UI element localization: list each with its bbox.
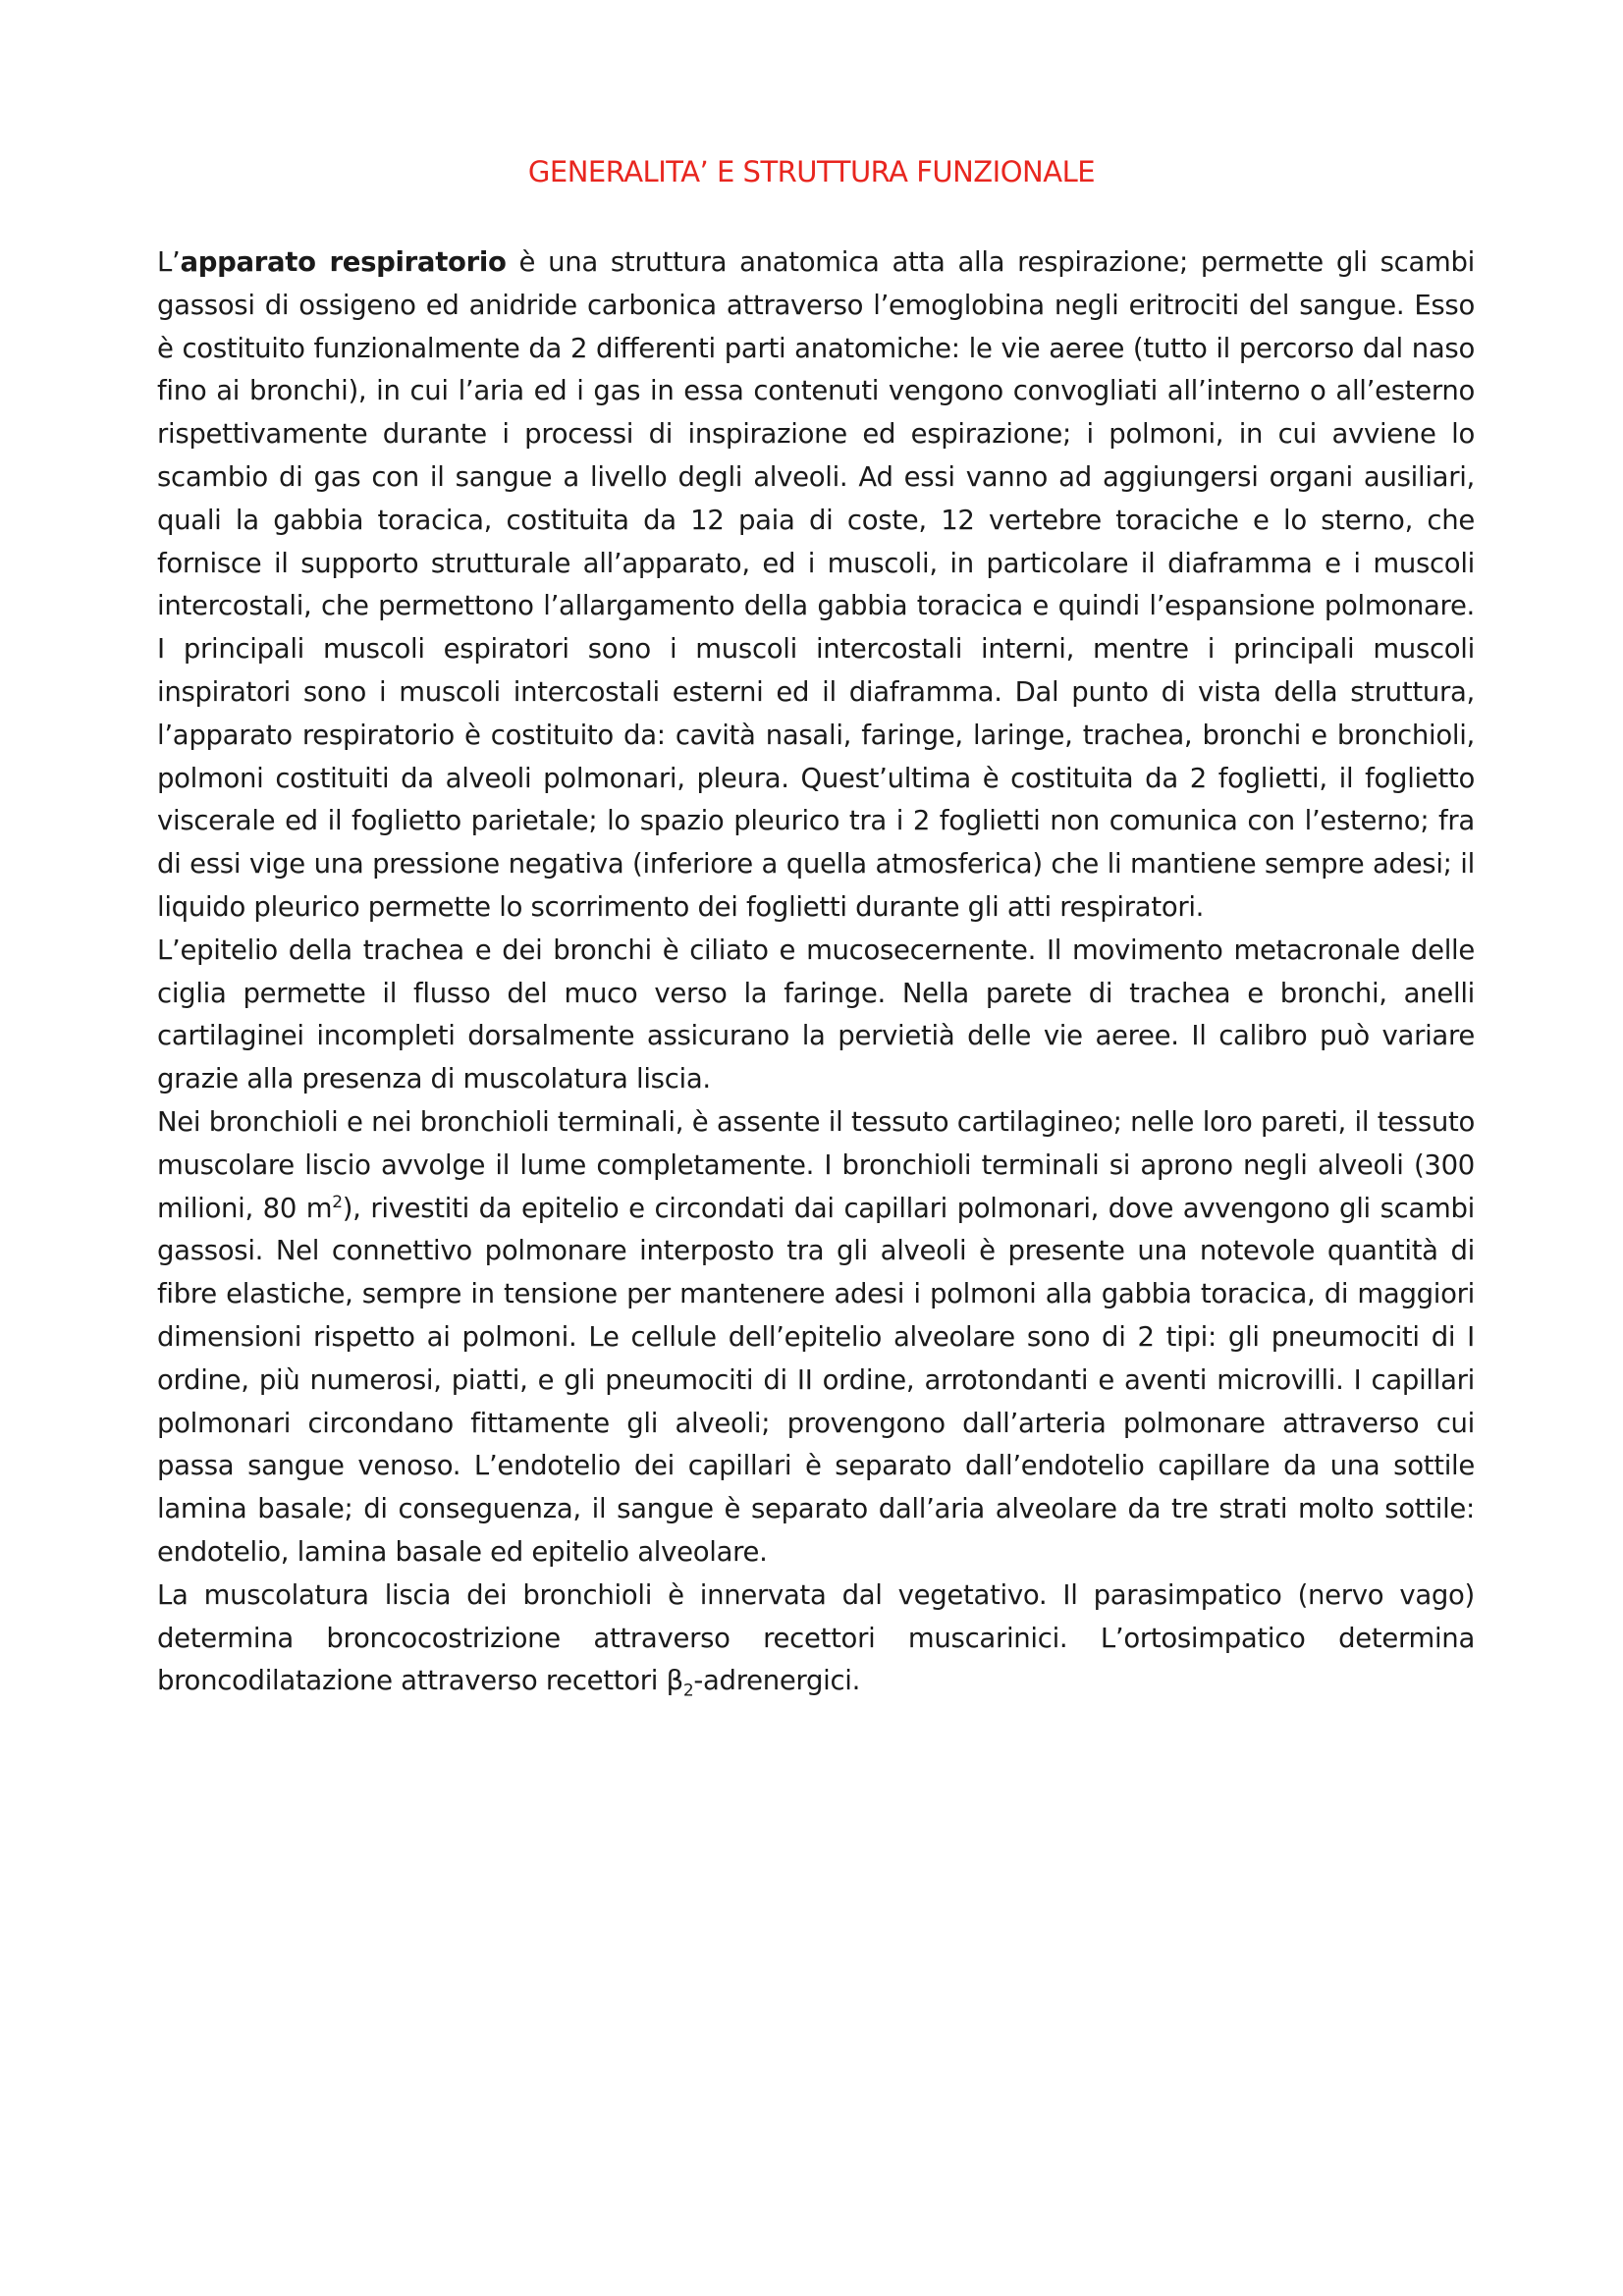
paragraph-4 (157, 1575, 1475, 1703)
paragraph-2: L’epitelio della trachea e dei bronchi è ciliato e mucosecernente. Il movimento metacronale delle ciglia permette il flusso del muco verso la faringe. Nella parete di trachea e bronchi, anelli cartilaginei incompleti dorsalmente assicurano la pervietià delle vie aeree. Il calibro può variare grazie alla presenza di muscolatura liscia. (157, 934, 1475, 1095)
paragraph-3-text-b: ), rivestiti da epitelio e circondati dai capillari polmonari, dove avvengono gli scambi gassosi. Nel connettivo polmonare interposto tra gli alveoli è presente una notevole quantità di fibre elastiche, sempre in tensione per mantenere adesi i polmoni alla gabbia toracica, di maggiori dimensioni rispetto ai polmoni. Le cellule dell’epitelio alveolare sono di 2 tipi: gli pneumociti di I ordine, più numerosi, piatti, e gli pneumociti di II ordine, arrotondanti e aventi microvilli. I capillari polmonari circondano fittamente gli alveoli; provengono dall’arteria polmonare attraverso cui passa sangue venoso. L’endotelio dei capillari è separato dall’endotelio capillare da una sottile lamina basale; di conseguenza, il sangue è separato dall’aria alveolare da tre strati molto sottile: endotelio, lamina basale ed epitelio alveolare. (157, 1192, 1475, 1568)
paragraph-4-text-a: La muscolatura liscia dei bronchioli è innervata dal vegetativo. Il parasimpatico (nervo vago) determina broncocostrizione attraverso recettori muscarinici. L’ortosimpatico determina broncodilatazione attraverso recettori β (157, 1578, 1475, 1697)
paragraph-3-text-a: Nei bronchioli e nei bronchioli terminali, è assente il tessuto cartilagineo; nelle loro pareti, il tessuto muscolare liscio avvolge il lume completamente. I bronchioli terminali si aprono negli alveoli (300 milioni, 80 m (157, 1105, 1475, 1224)
superscript-2: 2 (332, 1192, 343, 1212)
paragraph-1 (157, 241, 1475, 930)
paragraph-3 (157, 1101, 1475, 1575)
page-title: GENERALITA’ E STRUTTURA FUNZIONALE (527, 155, 1096, 188)
paragraph-4-text-b: -adrenergici. (693, 1665, 861, 1697)
subscript-2: 2 (682, 1681, 694, 1701)
paragraph-1-intro: L’ (157, 246, 181, 278)
term-apparato-respiratorio: apparato respiratorio (180, 246, 507, 278)
body-text (157, 241, 1475, 1703)
paragraph-1-text: è una struttura anatomica atta alla respirazione; permette gli scambi gassosi di ossigeno ed anidride carbonica attraverso l’emoglobina negli eritrociti del sangue. Esso è costituito funzionalmente da 2 differenti parti anatomiche: le vie aeree (tutto il percorso dal naso fino ai bronchi), in cui l’aria ed i gas in essa contenuti vengono convogliati all’interno o all’esterno rispettivamente durante i processi di inspirazione ed espirazione; i polmoni, in cui avviene lo scambio di gas con il sangue a livello degli alveoli. Ad essi vanno ad aggiungersi organi ausiliari, quali la gabbia toracica, costituita da 12 paia di coste, 12 vertebre toraciche e lo sterno, che fornisce il supporto strutturale all’apparato, ed i muscoli, in particolare il diaframma e i muscoli intercostali, che permettono l’allargamento della gabbia toracica e quindi l’espansione polmonare. I principali muscoli espiratori sono i muscoli intercostali interni, mentre i principali muscoli inspiratori sono i muscoli intercostali esterni ed il diaframma. Dal punto di vista della struttura, l’apparato respiratorio è costituito da: cavità nasali, faringe, laringe, trachea, bronchi e bronchioli, polmoni costituiti da alveoli polmonari, pleura. Quest’ultima è costituita da 2 foglietti, il foglietto viscerale ed il foglietto parietale; lo spazio pleurico tra i 2 foglietti non comunica con l’esterno; fra di essi vige una pressione negativa (inferiore a quella atmosferica) che li mantiene sempre adesi; il liquido pleurico permette lo scorrimento dei foglietti durante gli atti respiratori. (157, 246, 1475, 923)
